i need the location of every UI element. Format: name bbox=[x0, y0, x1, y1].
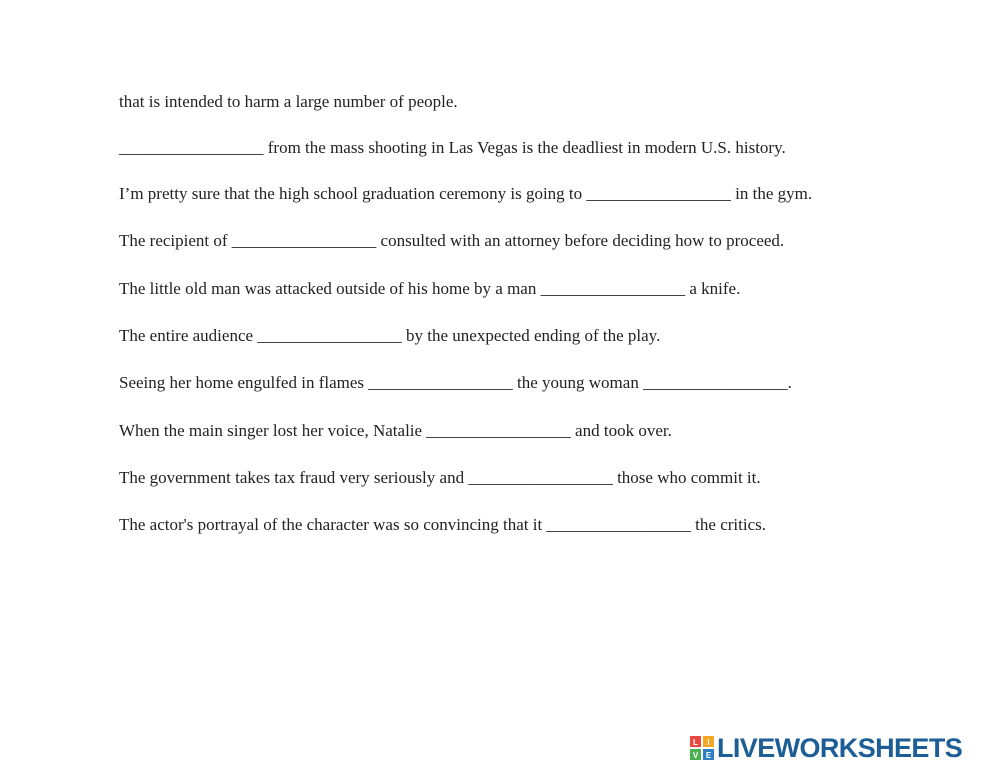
question-text: The little old man was attacked outside of his home by a man _________________ a knife. bbox=[119, 279, 741, 298]
svg-text:L: L bbox=[693, 738, 698, 747]
liveworksheets-logo bbox=[690, 733, 962, 763]
question-text: The government takes tax fraud very seriously and _________________ those who commit it. bbox=[119, 468, 761, 487]
question-text: The entire audience _________________ by the unexpected ending of the play. bbox=[119, 326, 661, 345]
question-text: I’m pretty sure that the high school graduation ceremony is going to _________________ in the gym. bbox=[119, 184, 813, 203]
svg-text:I: I bbox=[707, 738, 710, 747]
question-text: The actor's portrayal of the character was so convincing that it _________________ the critics. bbox=[119, 515, 766, 534]
svg-text:V: V bbox=[692, 751, 699, 760]
question-text: When the main singer lost her voice, Natalie _________________ and took over. bbox=[119, 421, 672, 440]
question-text: _________________ from the mass shooting in Las Vegas is the deadliest in modern U.S. history. bbox=[119, 138, 786, 157]
logo-text: LIVEWORKSHEETS bbox=[717, 733, 963, 763]
question-text: The recipient of _________________ consulted with an attorney before deciding how to proceed. bbox=[119, 231, 785, 250]
svg-text:E: E bbox=[705, 751, 712, 760]
question-text: Seeing her home engulfed in flames _________________ the young woman _________________. bbox=[119, 373, 792, 392]
question-8-continuation: that is intended to harm a large number of people. bbox=[119, 92, 458, 111]
liveworksheets-logo-icon bbox=[690, 736, 714, 760]
